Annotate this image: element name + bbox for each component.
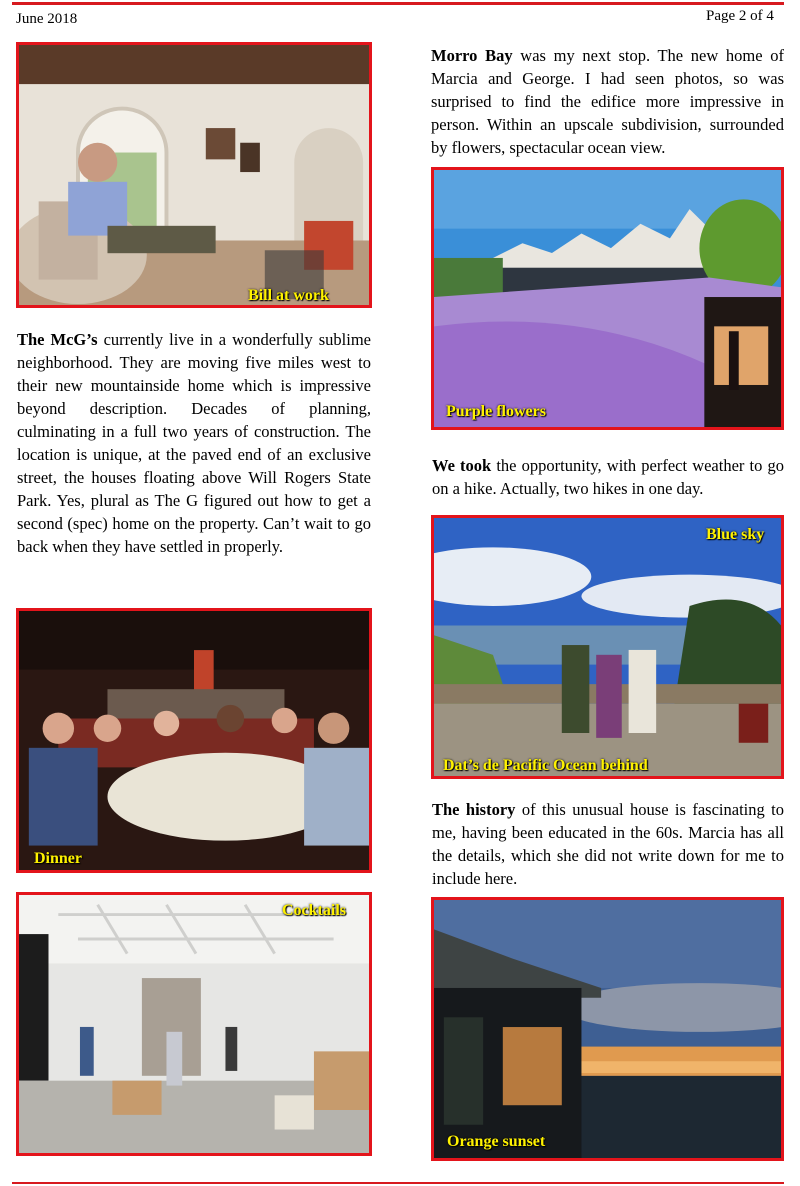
caption-orange-sunset: Orange sunset	[447, 1133, 546, 1150]
paragraph-we-took: We took the opportunity, with perfect weather to go on a hike. Actually, two hikes in one day.	[432, 456, 784, 498]
top-rule	[12, 2, 784, 5]
caption-dinner: Dinner	[34, 850, 82, 867]
photo-orange-sunset	[431, 897, 784, 1161]
paragraph-history: The history of this unusual house is fascinating to me, having been educated in the 60s. Marcia has all the details, which she did not write down for me to include here.	[432, 800, 784, 888]
header-date: June 2018	[16, 11, 78, 27]
paragraph-morro-bay: Morro Bay was my next stop. The new home of Marcia and George. I had seen photos, so was surprised to find the edifice more impressive in person. Within an upscale subdivision, surrounded by flowers, spectacular ocean view.	[431, 46, 784, 157]
photo-blue-sky	[431, 515, 784, 779]
caption-bill-at-work: Bill at work	[248, 287, 329, 304]
caption-cocktails: Cocktails	[282, 902, 346, 919]
caption-blue-sky: Blue sky	[706, 526, 765, 543]
caption-purple-flowers: Purple flowers	[446, 403, 546, 420]
photo-cocktails	[16, 892, 372, 1156]
photo-dinner	[16, 608, 372, 873]
header-page-number: Page 2 of 4	[706, 8, 774, 24]
paragraph-mcgs: The McG’s currently live in a wonderfully sublime neighborhood. They are moving five miles west to their new mountainside home which is impressive beyond description. Decades of planning, culminating in a full two years of construction. The location is unique, at the paved end of an exclusive street, the houses floating above Will Rogers State Park. Yes, plural as The G figured out how to get a second (spec) home on the property. Can’t wait to go back when they have settled in properly.	[17, 330, 371, 556]
photo-bill-at-work	[16, 42, 372, 308]
bottom-rule	[12, 1182, 784, 1184]
photo-purple-flowers	[431, 167, 784, 430]
caption-pacific-ocean: Dat’s de Pacific Ocean behind	[443, 757, 648, 774]
